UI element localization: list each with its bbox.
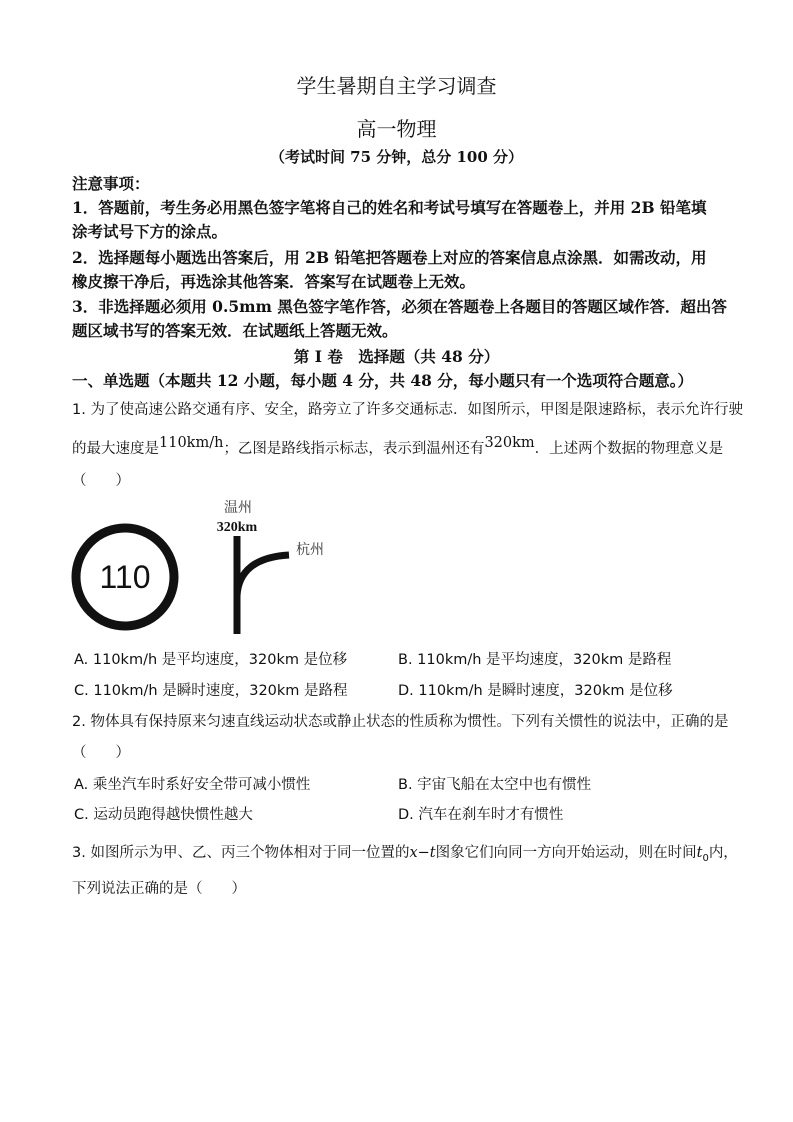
part-title: 一、单选题（本题共 12 小题，每小题 4 分，共 48 分，每小题只有一个选项符合题意。）: [72, 371, 694, 390]
q3-line-1: [72, 841, 738, 864]
exam-time-info: （考试时间 75 分钟，总分 100 分）: [269, 148, 524, 166]
q1-figure: [62, 492, 362, 642]
q3-graph-variable: x−t: [409, 845, 436, 861]
route-dest-1-name: 温州: [224, 500, 252, 516]
speed-limit-number: 110: [99, 559, 151, 595]
volume-title: 第 I 卷 选择题（共 48 分）: [293, 347, 500, 366]
q1-distance-value: 320km: [484, 435, 535, 451]
q1-line-2: [72, 437, 723, 458]
q2-option-b: B. 宇宙飞船在太空中也有惯性: [398, 777, 592, 793]
route-dest-1-distance: 320km: [216, 520, 258, 535]
q2-option-c: C. 运动员跑得越快惯性越大: [74, 807, 253, 823]
q2-option-a: A. 乘坐汽车时系好安全带可减小惯性: [74, 777, 311, 793]
q2-line-1: 2. 物体具有保持原来匀速直线运动状态或静止状态的性质称为惯性。下列有关惯性的说法中，正确的是: [72, 714, 729, 730]
route-sign: [217, 500, 324, 634]
note-1-line-2: 涂考试号下方的涂点。: [72, 222, 228, 241]
note-3-line-2: 题区域书写的答案无效．在试题纸上答题无效。: [72, 321, 398, 340]
q2-answer-blank: （ ）: [72, 745, 130, 761]
note-2-line-2: 橡皮擦干净后，再选涂其他答案．答案写在试题卷上无效。: [72, 272, 476, 291]
page-subtitle: 高一物理: [356, 117, 437, 141]
route-dest-2-name: 杭州: [296, 542, 324, 558]
q3-line-1-a: 3. 如图所示为甲、乙、丙三个物体相对于同一位置的: [72, 845, 410, 861]
q1-line-2-c: ．上述两个数据的物理意义是: [534, 441, 724, 457]
q1-option-c: C. 110km/h 是瞬时速度，320km 是路程: [74, 683, 348, 699]
q1-line-2-b: ；乙图是路线指示标志，表示到温州还有: [223, 441, 485, 457]
q1-option-b: B. 110km/h 是平均速度，320km 是路程: [398, 652, 672, 668]
page-title: 学生暑期自主学习调查: [296, 74, 497, 98]
q1-option-d: D. 110km/h 是瞬时速度，320km 是位移: [398, 683, 673, 699]
q2-option-d: D. 汽车在刹车时才有惯性: [398, 807, 564, 823]
q3-time-variable: t: [696, 845, 703, 861]
q1-speed-value: 110km/h: [159, 435, 224, 451]
speed-limit-sign: [76, 528, 174, 626]
route-branch-road: [237, 555, 289, 596]
q3-time-subscript: 0: [702, 852, 709, 864]
q1-answer-blank: （ ）: [72, 473, 130, 489]
notes-heading: 注意事项：: [72, 174, 150, 193]
note-3-line-1: 3．非选择题必须用 0.5mm 黑色签字笔作答，必须在答题卷上各题目的答题区域作答．超出答: [72, 297, 727, 316]
note-2-line-1: 2．选择题每小题选出答案后，用 2B 铅笔把答题卷上对应的答案信息点涂黑．如需改动，用: [72, 248, 707, 267]
q1-option-a: A. 110km/h 是平均速度，320km 是位移: [74, 652, 348, 668]
q1-line-1: 1. 为了使高速公路交通有序、安全，路旁立了许多交通标志．如图所示，甲图是限速路标，表示允许行驶: [72, 402, 743, 418]
q3-line-1-b: 图象它们向同一方向开始运动，则在时间: [435, 845, 697, 861]
q3-line-2: 下列说法正确的是（ ）: [72, 881, 246, 897]
q1-line-2-a: 的最大速度是: [72, 441, 159, 457]
q3-line-1-c: 内，: [708, 845, 738, 861]
note-1-line-1: 1．答题前，考生务必用黑色签字笔将自己的姓名和考试号填写在答题卷上，并用 2B 铅笔填: [72, 198, 707, 217]
